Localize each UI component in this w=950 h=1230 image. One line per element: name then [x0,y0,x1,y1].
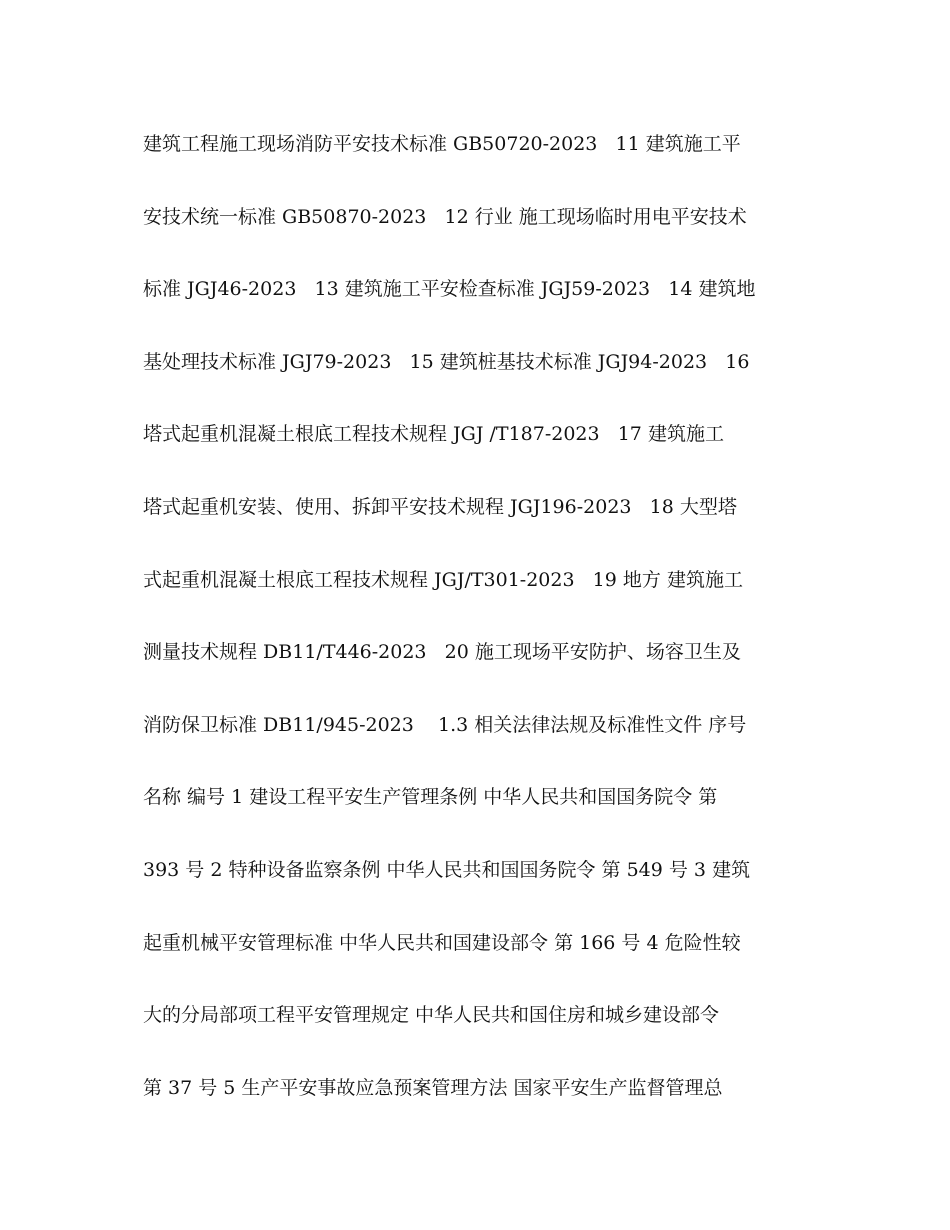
text-line: 名称 编号 1 建设工程平安生产管理条例 中华人民共和国国务院令 第 [143,786,718,809]
text-line: 大的分局部项工程平安管理规定 中华人民共和国住房和城乡建设部令 [143,1004,720,1027]
text-line: 标准 JGJ46-2023 13 建筑施工平安检查标准 JGJ59-2023 14 建筑地 [143,278,756,301]
text-line: 第 37 号 5 生产平安事故应急预案管理方法 国家平安生产监督管理总 [143,1076,723,1099]
text-line: 消防保卫标准 DB11/945-2023 1.3 相关法律法规及标准性文件 序号 [143,713,747,736]
text-line: 基处理技术标准 JGJ79-2023 15 建筑桩基技术标准 JGJ94-2023 16 [143,350,750,373]
text-line: 塔式起重机混凝土根底工程技术规程 JGJ /T187-2023 17 建筑施工 [143,423,724,446]
text-line: 起重机械平安管理标准 中华人民共和国建设部令 第 166 号 4 危险性较 [143,931,741,954]
text-line: 塔式起重机安装、使用、拆卸平安技术规程 JGJ196-2023 18 大型塔 [143,495,737,518]
text-line: 建筑工程施工现场消防平安技术标准 GB50720-2023 11 建筑施工平 [143,133,741,155]
text-line: 式起重机混凝土根底工程技术规程 JGJ/T301-2023 19 地方 建筑施工 [143,568,743,591]
text-line: 测量技术规程 DB11/T446-2023 20 施工现场平安防护、场容卫生及 [143,641,741,664]
text-line: 393 号 2 特种设备监察条例 中华人民共和国国务院令 第 549 号 3 建筑 [143,858,751,881]
text-line: 安技术统一标准 GB50870-2023 12 行业 施工现场临时用电平安技术 [143,205,747,228]
body-text [143,124,833,1140]
